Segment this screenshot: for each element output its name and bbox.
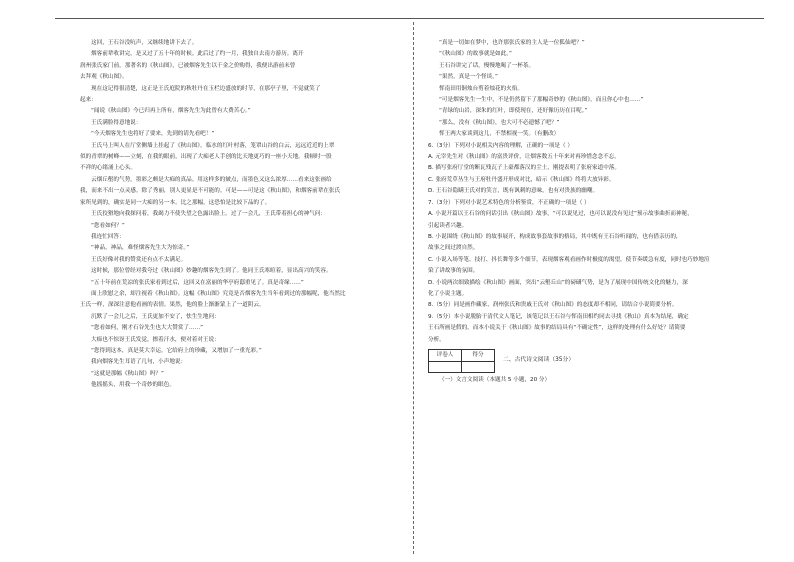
story-paragraph: “五十年前在荒凉的张氏家看到过后，这回又在富丽的华亭府邸重见了。真是奇缘……” <box>91 279 304 286</box>
story-paragraph: 我向烟客先生耳语了几句，小声地说： <box>91 359 187 366</box>
story-paragraph: 王氏满脸得意地说： <box>91 119 142 126</box>
story-paragraph: 不祥的心绪涌上心头。 <box>80 165 136 172</box>
question-option: C. 小说入场等笔、技打、抖长舞等多个细节，表现烟客观看画作时极度的渴望，使节奏缓急有度，同时也巧妙地渲 <box>428 256 710 263</box>
score-table <box>428 349 495 373</box>
story-paragraph: 王石谷讲完了话，慢慢地喝了一杯茶。 <box>439 62 535 69</box>
question-option: A. 元宰先生对《秋山图》的富贵评价，让烟客数五十年来对再珍惜念念不忘。 <box>428 154 620 161</box>
score-label: 得分 <box>462 349 495 361</box>
question-option: C. 张府荒草丛生与王府牡丹盛开形成对比，暗示《秋山图》终将大放异彩。 <box>428 176 615 183</box>
story-paragraph: 大痴也不惊讶王氏发觉，擦着汗水，便对着对王说： <box>91 336 220 343</box>
question-option: D. 小说两次细致描绘《秋山图》画面，突出“云壑丘山”的磅礴气势，是为了展现中国传统文化的魅力，深 <box>428 279 688 286</box>
question-option: 王石所画是假的，而本小说关于《秋山图》故事的结局具有“不确定性”，这样的处理有什么好处？请简要 <box>428 325 686 332</box>
question-option: 故事之间过渡自然。 <box>428 245 479 252</box>
story-paragraph: “神品，神品，难怪烟客先生大为惊奇。” <box>91 245 190 252</box>
story-paragraph: “青绿的山岩，深朱的红叶，即使现在，还好像历历在目呢。” <box>439 108 588 115</box>
story-paragraph: 恽南田用铜烛台剪着烛花的火焰。 <box>439 85 523 92</box>
question-option: 分析。 <box>428 336 445 343</box>
reviewer-label: 评卷人 <box>429 349 462 361</box>
question-option: 染了讲故事的氛围。 <box>428 268 479 275</box>
reviewer-cell[interactable] <box>429 362 462 373</box>
question-stem: 7.（3分）下列对小说艺术特色的分析鉴赏，不正确的一项是（ ） <box>428 199 590 206</box>
question-stem: 8.（5分）同是画作藏家，润州张氏和贵戚王氏对《秋山图》的态度却不相同，请结合小说简要分析。 <box>428 302 678 309</box>
scoring-row <box>428 349 774 373</box>
story-ending <box>428 38 774 141</box>
left-column <box>80 38 400 392</box>
story-paragraph: “闻说《秋山图》今已归再上所有，烟客先生为此曾有大费苦心。” <box>91 108 251 115</box>
question-stem: 9.（5分）本小说脱胎于清代文人笔记，该笔记以王石谷与恽南田相约同去寻找《秋山》真本为结尾，确定 <box>428 313 689 320</box>
story-paragraph: 我连忙回答： <box>91 233 125 240</box>
section-title: 二、古代诗文阅读（35分） <box>503 357 575 364</box>
story-paragraph: 润州张氏家门前，那著名的《秋山图》，已被烟客先生以千金之价购得，我便出游前未曾 <box>80 62 296 69</box>
story-paragraph: 云烟丘壑的气势，墨彩之颇是大痴的真品。用这样多的皴点，而墨色又这么浓厚……看来这张画给 <box>91 176 332 183</box>
story-paragraph: 王氏狡猾地向我探问着，我竭力不使失望之色露出脸上。过了一会儿，王氏带着担心的神气问： <box>91 211 326 218</box>
header-rule <box>55 18 764 19</box>
story-paragraph: “真是一切如在梦中，也许那张氏家的主人是一位狐仙吧？” <box>439 40 585 46</box>
story-paragraph: 家所见到的，确实是同一大痴的另一本。比之那幅，这恐怕是比较下品的了。 <box>80 199 271 206</box>
question-stem: 6.（3分）下列对小说相关内容的理解，正确的一项是（ ） <box>428 142 573 149</box>
question-option: 引起读者兴趣。 <box>428 222 468 229</box>
column-divider <box>413 22 414 554</box>
story-paragraph: “您看如何？” <box>91 222 125 229</box>
story-paragraph: 王氏马上叫人在厅堂侧墙上挂起了《秋山图》。临水的红叶村落，笼罩山谷的白云，远远近近的上翠 <box>91 142 335 149</box>
story-paragraph: 面上欣慰之余，却注视着《秋山图》。这幅《秋山图》究竟是否烟客先生当年看到过的那幅呢，他当然比 <box>91 290 346 297</box>
story-paragraph: 他摇摇头，用我一个奇妙的眼色。 <box>91 382 175 389</box>
story-paragraph: 这时候，那位曾经对我夸过《秋山图》妙趣的烟客先生到了。他同王氏寒暄着，显出高兴的笑容。 <box>91 268 332 275</box>
section-subtitle: （一）文言文阅读（本题共 5 小题，20 分） <box>439 376 551 383</box>
story-paragraph: 现在这记得很清楚，这正是王氏庭院的秋牡丹在玉栏边盛放的时节，在那亭子里，不觉就笑了 <box>91 85 321 92</box>
story-paragraph: 起来： <box>80 97 97 104</box>
right-column <box>428 38 774 386</box>
story-paragraph: 烟客前辈收讲完，是又过了五十年的时候。此后过了约一月，我独自去南方游历。离开 <box>91 51 304 58</box>
question-option: B. 描写张府厅堂的断瓦残瓦子上豪都落汉的尘土，刚提表明了张府家道中落。 <box>428 165 620 172</box>
story-paragraph: 恽王两大家谈到这儿，不禁相视一笑。（有删改） <box>439 131 560 138</box>
score-cell[interactable] <box>462 362 495 373</box>
story-paragraph: “今天烟客先生也将好了要来，先到的请先看吧！” <box>91 131 215 138</box>
story-paragraph: 王氏好像对我的赞赏还有点不太满足。 <box>91 256 187 263</box>
questions-block <box>428 141 774 346</box>
story-paragraph: 这回，王石谷没吭声，又继续地讲下去了。 <box>91 40 198 46</box>
story-paragraph: “果然，真是一个怪谈。” <box>439 74 498 81</box>
story-paragraph: “您得到这本，真是莫大幸运。它给府上的珍藏，又增加了一重光彩。” <box>91 347 262 354</box>
story-paragraph: “这就是那幅《秋山图》吗？” <box>91 370 164 377</box>
story-paragraph: “《秋山图》的故事就是如此。” <box>439 51 512 58</box>
story-paragraph: “那么，没有《秋山图》，也大可不必遗憾了吧？” <box>439 119 560 126</box>
story-paragraph: 沉默了一会儿之后，王氏更加不安了，怯生生地问： <box>91 313 220 320</box>
question-option: B. 小说围绕《秋山图》的故事展开，构成故事套故事的格局，其中既有王石谷听闻的，也有借亲历的， <box>428 233 682 240</box>
story-paragraph: “您看如何，刚才石谷先生也大大赞赏了……” <box>91 325 204 332</box>
story-paragraph: 去拜观《秋山图》。 <box>80 74 128 81</box>
story-paragraph: 我，而来不出一点灵感。除了秀丽，别人更显是不可能的。可是——可是这《秋山图》，和烟客前辈在张氏 <box>80 188 341 195</box>
question-option: D. 王石谷隐瞒王氏对的笑言，既有讽刺的意味，也有对贵族的幽嘲。 <box>428 188 599 195</box>
question-option: A. 小说开篇以王石谷的问话引出《秋山图》故事，“可以说见过，也可以说没有见过”预示故事曲折而神秘， <box>428 211 693 218</box>
story-paragraph: 似的青翠的树峰——立刻，在我的眼前，出现了大痴老人手创的比天地更巧的一座小天地。我顿时一股 <box>80 154 332 161</box>
story-paragraph: “可是烟客先生一生中，不是仍然留下了那幅奇妙的《秋山图》，而且你心中也……” <box>439 97 644 104</box>
story-paragraph: 王氏一样，深深注意他看画的表情。果然，他的脸上渐渐蒙上了一道阴云。 <box>80 302 265 309</box>
question-option: 化了小说主题。 <box>428 290 468 297</box>
